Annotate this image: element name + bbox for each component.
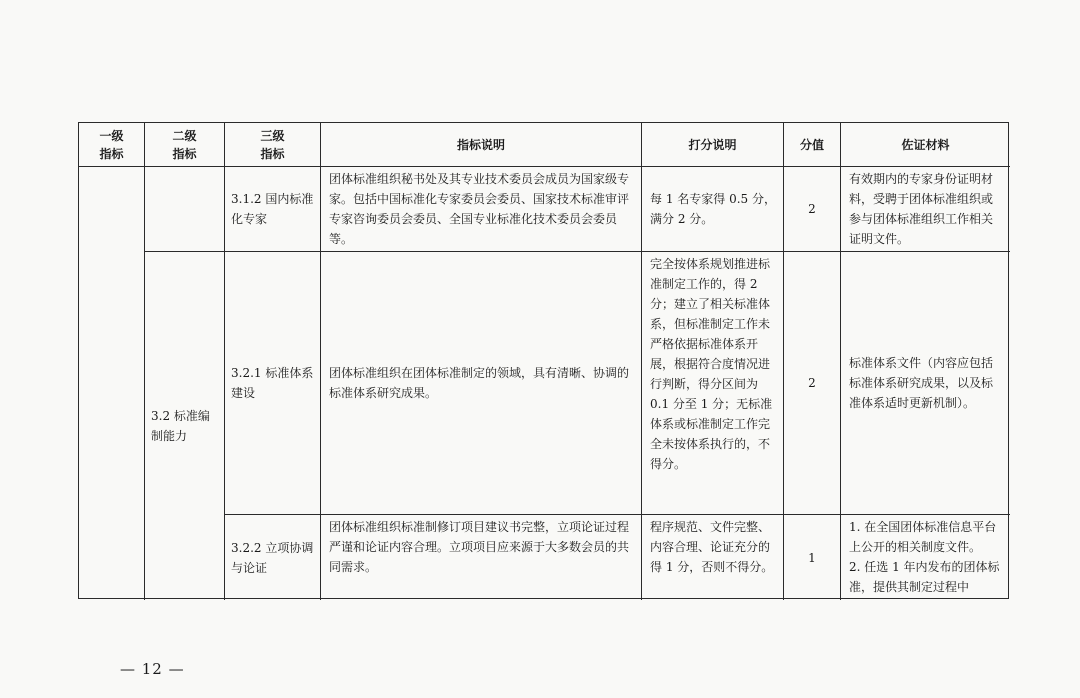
table-row-scoring [642,515,784,600]
level3-label: 3.2.1 标准体系建设 [231,366,314,400]
description-text: 团体标准组织标准制修订项目建议书完整，立项论证过程严谨和论证内容合理。立项项目应来源于大多数会员的共同需求。 [329,520,630,574]
score-value: 1 [808,550,816,565]
table-row-description [321,252,642,515]
evidence-text: 有效期内的专家身份证明材料，受聘于团体标准组织或参与团体标准组织工作相关证明文件。 [849,172,994,246]
header-evidence: 佐证材料 [841,123,1010,167]
table-row-scoring [642,252,784,515]
level2-group-cell [145,252,225,600]
evidence-text: 1. 在全国团体标准信息平台上公开的相关制度文件。 2. 任选 1 年内发布的团体标准，提供其制定过程中 [849,520,1000,594]
header-level1: 一级 指标 [79,123,145,167]
evaluation-table [78,122,1009,599]
page-number: — 12 — [120,660,185,678]
header-level2: 二级 指标 [145,123,225,167]
table-row-score [784,252,841,515]
table-row-evidence [841,515,1010,600]
header-description: 指标说明 [321,123,642,167]
header-score: 分值 [784,123,841,167]
level3-label: 3.2.2 立项协调与论证 [231,540,314,575]
level2-cell-empty [145,167,225,252]
table-row-score [784,167,841,252]
header-level3: 三级 指标 [225,123,321,167]
evidence-text: 标准体系文件（内容应包括标准体系研究成果，以及标准体系适时更新机制）。 [849,356,994,410]
scoring-text: 每 1 名专家得 0.5 分，满分 2 分。 [650,192,776,226]
table-row-evidence [841,167,1010,252]
table-row-evidence [841,252,1010,515]
table-row-scoring [642,167,784,252]
table-row-score [784,515,841,600]
level1-cell [79,167,145,600]
description-text: 团体标准组织在团体标准制定的领域，具有清晰、协调的标准体系研究成果。 [329,366,630,400]
scoring-text: 完全按体系规划推进标准制定工作的，得 2 分；建立了相关标准体系，但标准制定工作未严格依据标准体系开展，根据符合度情况进行判断，得分区间为 0.1 分至 1 分；无标准体系或标准制定工作完全未按体系执行的，不得分。 [650,257,773,471]
level3-label: 3.1.2 国内标准化专家 [231,192,314,226]
table-row-level3 [225,515,321,600]
header-scoring: 打分说明 [642,123,784,167]
level2-label: 3.2 标准编制能力 [151,409,210,443]
table-row-level3 [225,252,321,515]
table-row-description [321,515,642,600]
description-text: 团体标准组织秘书处及其专业技术委员会成员为国家级专家。包括中国标准化专家委员会委员、国家技术标准审评专家咨询委员会委员、全国专业标准化技术委员会委员等。 [329,172,630,246]
scoring-text: 程序规范、文件完整、内容合理、论证充分的得 1 分，否则不得分。 [650,520,774,574]
score-value: 2 [808,376,816,390]
score-value: 2 [808,202,816,216]
table-row-description [321,167,642,252]
table-row-level3 [225,167,321,252]
